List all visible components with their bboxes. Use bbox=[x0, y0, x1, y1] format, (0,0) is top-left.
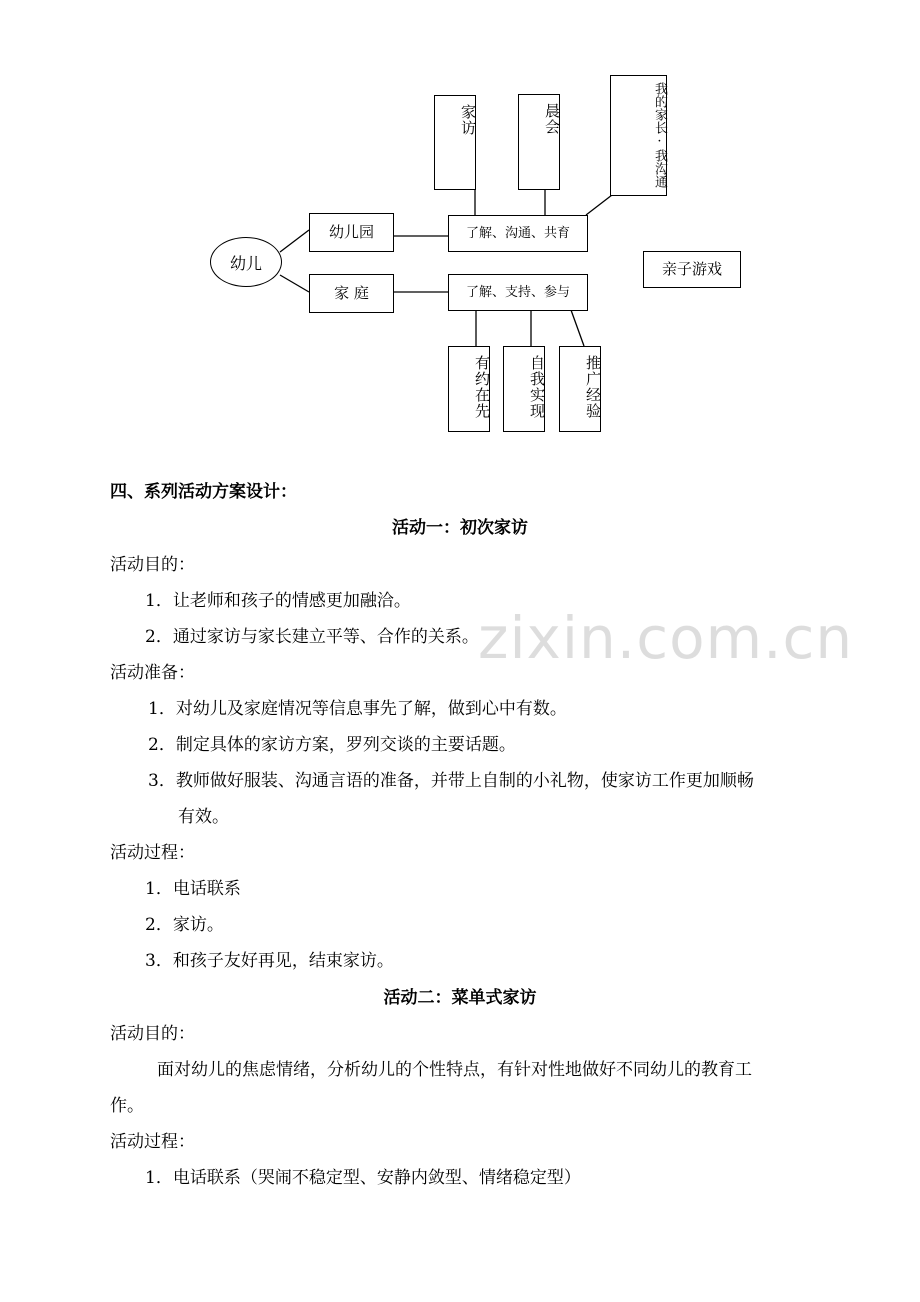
self-realization-node: 自我实现 bbox=[503, 346, 545, 432]
my-parent-node: 我的家长·我沟通 bbox=[610, 75, 667, 196]
activity1-prep-3: 3．教师做好服装、沟通言语的准备，并带上自制的小礼物，使家访工作更加顺畅 bbox=[148, 771, 754, 791]
activity1-title: 活动一：初次家访 bbox=[392, 518, 528, 538]
line-hub-parent bbox=[586, 195, 612, 215]
watermark: zixin.com.cn bbox=[478, 604, 854, 672]
understand-support-node: 了解、支持、参与 bbox=[448, 274, 588, 311]
section-heading: 四、系列活动方案设计： bbox=[110, 482, 297, 502]
activity1-prep-2: 2．制定具体的家访方案，罗列交谈的主要话题。 bbox=[148, 735, 516, 755]
line-child-family bbox=[280, 275, 309, 292]
activity1-process-3: 3．和孩子友好再见，结束家访。 bbox=[145, 951, 394, 971]
line-child-kindergarten bbox=[280, 230, 309, 252]
activity1-process-label: 活动过程： bbox=[110, 843, 195, 863]
activity1-process-2: 2．家访。 bbox=[145, 915, 224, 935]
parent-child-game-node: 亲子游戏 bbox=[643, 251, 741, 288]
activity1-prep-3-cont: 有效。 bbox=[178, 807, 229, 827]
activity1-goal-1: 1．让老师和孩子的情感更加融洽。 bbox=[145, 591, 411, 611]
activity1-goal-label: 活动目的： bbox=[110, 555, 195, 575]
morning-meeting-node: 晨会 bbox=[518, 94, 560, 190]
family-node: 家 庭 bbox=[309, 274, 394, 313]
promote-experience-node: 推广经验 bbox=[559, 346, 601, 432]
appointment-node: 有约在先 bbox=[448, 346, 490, 432]
home-visit-node: 家访 bbox=[434, 95, 476, 190]
activity2-title: 活动二：菜单式家访 bbox=[383, 988, 537, 1008]
activity2-process-label: 活动过程： bbox=[110, 1132, 195, 1152]
activity1-goal-2: 2．通过家访与家长建立平等、合作的关系。 bbox=[145, 627, 479, 647]
activity1-process-1: 1．电话联系 bbox=[145, 879, 241, 899]
structure-diagram bbox=[0, 0, 920, 450]
line-hub-promote bbox=[571, 310, 584, 346]
kindergarten-node: 幼儿园 bbox=[309, 213, 394, 252]
understand-communicate-node: 了解、沟通、共育 bbox=[448, 215, 588, 252]
activity1-prep-1: 1．对幼儿及家庭情况等信息事先了解，做到心中有数。 bbox=[148, 699, 567, 719]
activity1-prep-label: 活动准备： bbox=[110, 663, 195, 683]
activity2-process-1: 1．电话联系（哭闹不稳定型、安静内敛型、情绪稳定型） bbox=[145, 1168, 581, 1188]
child-node: 幼儿 bbox=[210, 237, 282, 287]
activity2-goal-label: 活动目的： bbox=[110, 1024, 195, 1044]
activity2-goal-text-cont: 作。 bbox=[110, 1096, 144, 1116]
activity2-goal-text: 面对幼儿的焦虑情绪，分析幼儿的个性特点，有针对性地做好不同幼儿的教育工 bbox=[157, 1060, 752, 1080]
